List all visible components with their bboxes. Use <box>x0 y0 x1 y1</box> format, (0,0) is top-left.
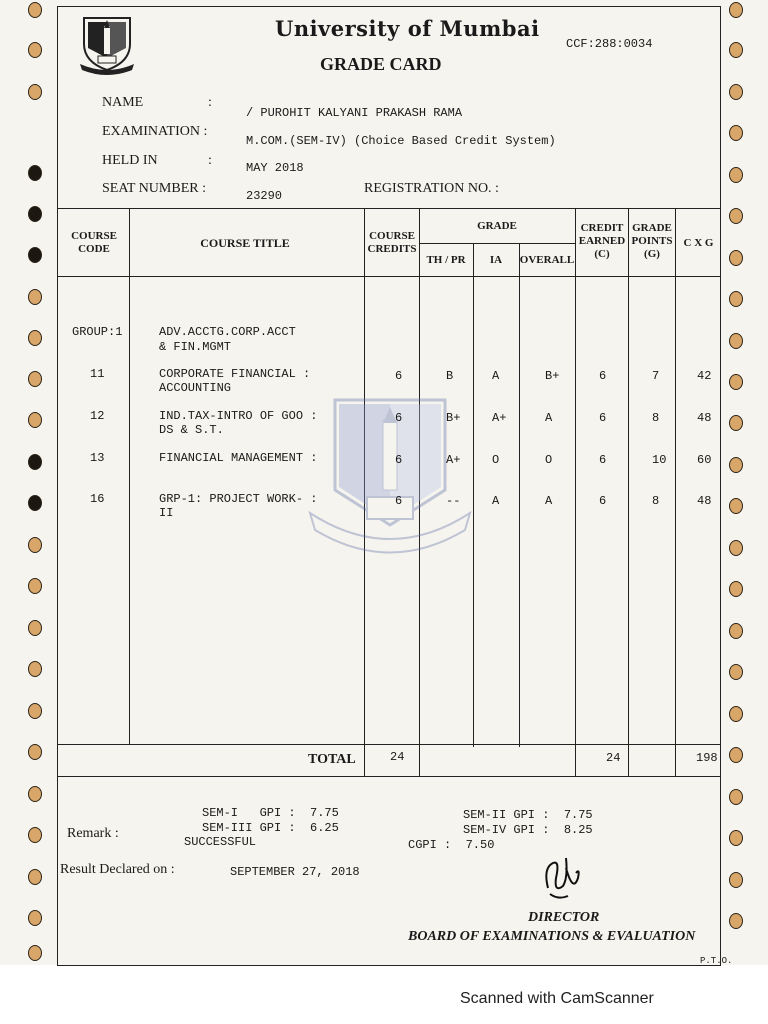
sem2-gpi: SEM-II GPI : 7.75 <box>463 808 593 822</box>
header-ia: IA <box>489 254 503 266</box>
student-name: / PUROHIT KALYANI PRAKASH RAMA <box>246 106 463 120</box>
course-title-line2: II <box>159 506 174 520</box>
header-overall: OVERALL <box>519 254 575 266</box>
cxg-value: 48 <box>697 411 712 425</box>
credit-earned: 6 <box>599 369 607 383</box>
course-credits: 6 <box>395 411 403 425</box>
header-grade-points: GRADE POINTS (G) <box>631 222 673 260</box>
col-divider <box>129 208 130 744</box>
total-credits-earned: 24 <box>606 751 621 765</box>
grade-th-pr: -- <box>446 494 461 508</box>
registration-label: REGISTRATION NO. : <box>364 181 499 196</box>
course-title-line1: IND.TAX-INTRO OF GOO : <box>159 409 318 423</box>
colon: : <box>208 153 212 168</box>
course-credits: 6 <box>395 453 403 467</box>
course-code: 16 <box>90 492 105 506</box>
examination-label: EXAMINATION : <box>102 124 208 139</box>
group-code: GROUP:1 <box>72 325 123 339</box>
scanner-watermark-text: Scanned with CamScanner <box>460 990 654 1007</box>
course-credits: 6 <box>395 494 403 508</box>
total-top-rule <box>57 744 721 745</box>
header-grade: GRADE <box>477 220 517 232</box>
header-course-code: COURSE CODE <box>71 230 117 255</box>
total-cxg: 198 <box>696 751 718 765</box>
grade-ia: A <box>492 494 500 508</box>
grade-th-pr: B <box>446 369 454 383</box>
grade-ia: A+ <box>492 411 507 425</box>
grade-points: 8 <box>652 411 660 425</box>
col-divider <box>628 208 629 776</box>
ccf-number: CCF:288:0034 <box>566 37 653 51</box>
university-crest-logo <box>76 14 138 76</box>
university-name: University of Mumbai <box>275 16 540 41</box>
examination-value: M.COM.(SEM-IV) (Choice Based Credit System) <box>246 134 556 148</box>
header-course-credits: COURSE CREDITS <box>367 230 417 255</box>
course-title-line1: CORPORATE FINANCIAL : <box>159 367 311 381</box>
cxg-value: 48 <box>697 494 712 508</box>
course-title-line1: FINANCIAL MANAGEMENT : <box>159 451 318 465</box>
director-title: DIRECTOR <box>528 910 600 925</box>
grade-th-pr: A+ <box>446 453 461 467</box>
grade-th-pr: B+ <box>446 411 461 425</box>
sem4-gpi: SEM-IV GPI : 8.25 <box>463 823 593 837</box>
table-header-rule <box>57 276 721 277</box>
credit-earned: 6 <box>599 494 607 508</box>
course-code: 11 <box>90 367 105 381</box>
name-label: NAME <box>102 95 144 110</box>
result-declared-label: Result Declared on : <box>60 862 175 877</box>
grade-overall: O <box>545 453 553 467</box>
sem1-gpi: SEM-I GPI : 7.75 <box>202 806 339 820</box>
pto-mark: P.T.O. <box>700 956 733 966</box>
course-credits: 6 <box>395 369 403 383</box>
held-in-value: MAY 2018 <box>246 161 304 175</box>
result-status: SUCCESSFUL <box>184 835 257 849</box>
grade-overall: B+ <box>545 369 560 383</box>
header-credit-earned: CREDIT EARNED (C) <box>578 222 626 260</box>
course-code: 13 <box>90 451 105 465</box>
seat-number-label: SEAT NUMBER : <box>102 181 206 196</box>
course-title-line2: ACCOUNTING <box>159 381 232 395</box>
cgpi-value: CGPI : 7.50 <box>408 838 495 852</box>
group-title-line1: ADV.ACCTG.CORP.ACCT <box>159 325 296 339</box>
course-title-line2: DS & S.T. <box>159 423 224 437</box>
grade-overall: A <box>545 494 553 508</box>
cxg-value: 60 <box>697 453 712 467</box>
course-code: 12 <box>90 409 105 423</box>
grade-ia: O <box>492 453 500 467</box>
grade-overall: A <box>545 411 553 425</box>
total-credits: 24 <box>390 750 405 764</box>
grade-points: 10 <box>652 453 667 467</box>
col-divider <box>519 243 520 747</box>
remark-label: Remark : <box>67 826 119 841</box>
credit-earned: 6 <box>599 453 607 467</box>
total-bottom-rule <box>57 776 721 777</box>
board-name: BOARD OF EXAMINATIONS & EVALUATION <box>408 929 696 944</box>
grade-ia: A <box>492 369 500 383</box>
table-top-rule <box>57 208 721 209</box>
col-divider <box>675 208 676 776</box>
colon: : <box>208 95 212 110</box>
credit-earned: 6 <box>599 411 607 425</box>
cxg-value: 42 <box>697 369 712 383</box>
sem3-gpi: SEM-III GPI : 6.25 <box>202 821 339 835</box>
total-label: TOTAL <box>308 752 356 767</box>
group-title-line2: & FIN.MGMT <box>159 340 232 354</box>
grade-points: 8 <box>652 494 660 508</box>
header-cxg: C X G <box>683 237 714 249</box>
grade-points: 7 <box>652 369 660 383</box>
grade-subheader-rule <box>419 243 575 244</box>
header-th-pr: TH / PR <box>426 254 466 266</box>
page-title: GRADE CARD <box>320 54 442 74</box>
result-declared-date: SEPTEMBER 27, 2018 <box>230 865 360 879</box>
seat-number-value: 23290 <box>246 189 283 203</box>
header-course-title: COURSE TITLE <box>200 236 290 250</box>
held-in-label: HELD IN <box>102 153 158 168</box>
col-divider <box>575 208 576 776</box>
course-title-line1: GRP-1: PROJECT WORK- : <box>159 492 318 506</box>
director-signature <box>538 848 588 903</box>
